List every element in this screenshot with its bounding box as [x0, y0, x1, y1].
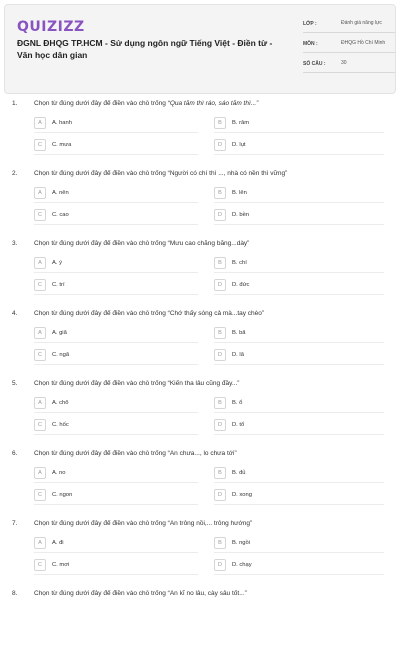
option-divider — [34, 132, 198, 133]
meta-row — [303, 17, 395, 33]
question-quote: “Chớ thấy sóng cả mà...tay chèo” — [167, 310, 265, 317]
option-divider — [214, 202, 384, 203]
question-text — [34, 520, 384, 527]
answer-option-c[interactable] — [34, 138, 71, 152]
question-number: 7. — [12, 520, 18, 527]
option-letter-box[interactable]: C — [34, 489, 46, 501]
option-label: C. mơi — [52, 562, 70, 568]
option-divider — [214, 552, 384, 553]
answer-option-b[interactable] — [214, 326, 246, 340]
option-label: C. hốc — [52, 422, 69, 428]
option-divider — [214, 364, 384, 365]
question-quote: “Ăn chưa..., lo chưa tới” — [167, 450, 237, 457]
option-divider — [214, 434, 384, 435]
option-label: A. chõ — [52, 400, 69, 406]
question-quote: “Qua tắm thì ráo, sáo tắm thì...” — [167, 100, 259, 107]
option-divider — [214, 294, 384, 295]
question-number: 4. — [12, 310, 18, 317]
option-label: C. ngon — [52, 492, 73, 498]
option-label: B. lên — [232, 190, 247, 196]
option-divider — [214, 224, 384, 225]
meta-value: 30 — [341, 60, 347, 66]
option-label: B. râm — [232, 120, 250, 126]
question-quote: “Ăn trông nồi,... trông hướng” — [167, 520, 253, 527]
option-letter-box[interactable]: D — [214, 209, 226, 221]
option-divider — [34, 224, 198, 225]
question-prompt: Chọn từ đúng dưới đây để điền vào chỗ trống — [34, 100, 168, 107]
meta-key: SỐ CÂU : — [303, 61, 326, 67]
option-divider — [34, 364, 198, 365]
question-quote: “Ăn kĩ no lâu, cày sâu tốt...” — [167, 590, 247, 597]
answer-option-b[interactable] — [214, 466, 246, 480]
option-label: B. đủ — [232, 470, 246, 476]
option-letter-box[interactable]: B — [214, 467, 226, 479]
option-letter-box[interactable]: B — [214, 257, 226, 269]
option-letter-box[interactable]: A — [34, 397, 46, 409]
question-text — [34, 590, 384, 597]
answer-option-a[interactable] — [34, 326, 67, 340]
worksheet-header — [4, 4, 396, 94]
option-divider — [214, 154, 384, 155]
answer-option-a[interactable] — [34, 536, 64, 550]
answer-option-c[interactable] — [34, 348, 69, 362]
question-item — [0, 164, 400, 234]
meta-row — [303, 57, 395, 73]
worksheet-meta — [303, 17, 395, 77]
option-divider — [34, 202, 198, 203]
option-label: D. chạy — [232, 562, 252, 568]
answer-option-a[interactable] — [34, 396, 68, 410]
question-number: 2. — [12, 170, 18, 177]
option-divider — [34, 412, 198, 413]
answer-option-c[interactable] — [34, 558, 69, 572]
option-label: A. nên — [52, 190, 69, 196]
option-divider — [214, 504, 384, 505]
worksheet-title: ĐGNL ĐHQG TP.HCM - Sử dụng ngôn ngữ Tiếng Việt - Điền từ - Văn học dân gian — [17, 38, 273, 60]
answer-option-b[interactable] — [214, 186, 247, 200]
question-item — [0, 514, 400, 584]
option-label: A. ý — [52, 260, 62, 266]
answer-option-d[interactable] — [214, 418, 244, 432]
option-label: D. xong — [232, 492, 252, 498]
option-letter-box[interactable]: D — [214, 349, 226, 361]
meta-key: MÔN : — [303, 41, 318, 47]
option-divider — [214, 272, 384, 273]
option-letter-box[interactable]: A — [34, 537, 46, 549]
option-divider — [34, 272, 198, 273]
option-divider — [214, 412, 384, 413]
option-divider — [214, 342, 384, 343]
option-label: D. tổ — [232, 422, 245, 428]
meta-value: ĐHQG Hồ Chí Minh — [341, 40, 386, 46]
answer-option-a[interactable] — [34, 116, 72, 130]
answer-option-c[interactable] — [34, 278, 65, 292]
option-divider — [34, 434, 198, 435]
question-prompt: Chọn từ đúng dưới đây để điền vào chỗ trống — [34, 310, 168, 317]
option-letter-box[interactable]: C — [34, 209, 46, 221]
option-label: C. mưa — [52, 142, 72, 148]
option-label: D. bền — [232, 212, 250, 218]
meta-key: LỚP : — [303, 21, 317, 27]
option-letter-box[interactable]: B — [214, 117, 226, 129]
question-number: 5. — [12, 380, 18, 387]
option-divider — [34, 552, 198, 553]
question-number: 6. — [12, 450, 18, 457]
answer-option-a[interactable] — [34, 466, 66, 480]
option-divider — [214, 574, 384, 575]
option-label: D. đức — [232, 282, 250, 288]
option-label: A. no — [52, 470, 66, 476]
option-divider — [214, 132, 384, 133]
question-number: 1. — [12, 100, 18, 107]
option-label: D. lụt — [232, 142, 246, 148]
option-letter-box[interactable]: A — [34, 117, 46, 129]
option-divider — [34, 154, 198, 155]
option-letter-box[interactable]: D — [214, 559, 226, 571]
option-divider — [34, 504, 198, 505]
answer-option-c[interactable] — [34, 488, 72, 502]
question-item — [0, 584, 400, 654]
option-label: D. lã — [232, 352, 244, 358]
option-letter-box[interactable]: D — [214, 489, 226, 501]
answer-option-d[interactable] — [214, 348, 244, 362]
option-letter-box[interactable]: A — [34, 327, 46, 339]
option-letter-box[interactable]: A — [34, 257, 46, 269]
question-text — [34, 310, 384, 317]
answer-option-d[interactable] — [214, 138, 246, 152]
option-letter-box[interactable]: C — [34, 349, 46, 361]
question-item — [0, 374, 400, 444]
question-quote: “Mưu cao chẳng bằng...dày” — [167, 240, 250, 247]
option-divider — [34, 342, 198, 343]
question-quote: “Kiến tha lâu cũng đầy...” — [167, 380, 240, 387]
question-prompt: Chọn từ đúng dưới đây để điền vào chỗ trống — [34, 590, 168, 597]
option-letter-box[interactable]: B — [214, 537, 226, 549]
option-label: C. trí — [52, 282, 65, 288]
question-number: 8. — [12, 590, 18, 597]
meta-row — [303, 37, 395, 53]
option-letter-box[interactable]: A — [34, 467, 46, 479]
option-label: C. ngã — [52, 352, 70, 358]
option-letter-box[interactable]: B — [214, 397, 226, 409]
option-letter-box[interactable]: C — [34, 419, 46, 431]
meta-value: Đánh giá năng lực — [341, 20, 382, 26]
answer-option-b[interactable] — [214, 396, 242, 410]
answer-option-d[interactable] — [214, 488, 252, 502]
answer-option-a[interactable] — [34, 256, 62, 270]
option-letter-box[interactable]: C — [34, 139, 46, 151]
answer-option-c[interactable] — [34, 418, 69, 432]
answer-option-d[interactable] — [214, 278, 249, 292]
option-letter-box[interactable]: C — [34, 559, 46, 571]
question-prompt: Chọn từ đúng dưới đây để điền vào chỗ trống — [34, 240, 168, 247]
question-text — [34, 380, 384, 387]
option-label: C. cao — [52, 212, 69, 218]
option-label: B. ổ — [232, 400, 243, 406]
question-item — [0, 234, 400, 304]
option-label: B. ngồi — [232, 540, 251, 546]
option-label: A. đi — [52, 540, 64, 546]
option-divider — [34, 482, 198, 483]
option-letter-box[interactable]: D — [214, 419, 226, 431]
option-divider — [34, 574, 198, 575]
answer-option-b[interactable] — [214, 116, 249, 130]
option-letter-box[interactable]: B — [214, 327, 226, 339]
question-number: 3. — [12, 240, 18, 247]
question-text — [34, 450, 384, 457]
question-prompt: Chọn từ đúng dưới đây để điền vào chỗ trống — [34, 170, 168, 177]
option-divider — [214, 482, 384, 483]
option-letter-box[interactable]: D — [214, 279, 226, 291]
option-label: B. bã — [232, 330, 246, 336]
answer-option-a[interactable] — [34, 186, 69, 200]
answer-option-d[interactable] — [214, 558, 252, 572]
option-letter-box[interactable]: C — [34, 279, 46, 291]
question-item — [0, 304, 400, 374]
question-prompt: Chọn từ đúng dưới đây để điền vào chỗ trống — [34, 520, 168, 527]
option-letter-box[interactable]: D — [214, 139, 226, 151]
question-text — [34, 240, 384, 247]
question-item — [0, 444, 400, 514]
option-letter-box[interactable]: B — [214, 187, 226, 199]
option-label: B. chí — [232, 260, 247, 266]
question-prompt: Chọn từ đúng dưới đây để điền vào chỗ trống — [34, 380, 168, 387]
question-text — [34, 170, 384, 177]
question-quote: “Người có chí thì ..., nhà có nền thì vững” — [167, 170, 288, 177]
question-item — [0, 94, 400, 164]
answer-option-d[interactable] — [214, 208, 249, 222]
option-divider — [34, 294, 198, 295]
question-prompt: Chọn từ đúng dưới đây để điền vào chỗ trống — [34, 450, 168, 457]
answer-option-b[interactable] — [214, 256, 247, 270]
option-label: A. hanh — [52, 120, 72, 126]
answer-option-b[interactable] — [214, 536, 250, 550]
option-label: A. giã — [52, 330, 67, 336]
option-letter-box[interactable]: A — [34, 187, 46, 199]
quizizz-logo: QUIZIZZ — [17, 19, 85, 35]
question-text — [34, 100, 384, 107]
answer-option-c[interactable] — [34, 208, 69, 222]
